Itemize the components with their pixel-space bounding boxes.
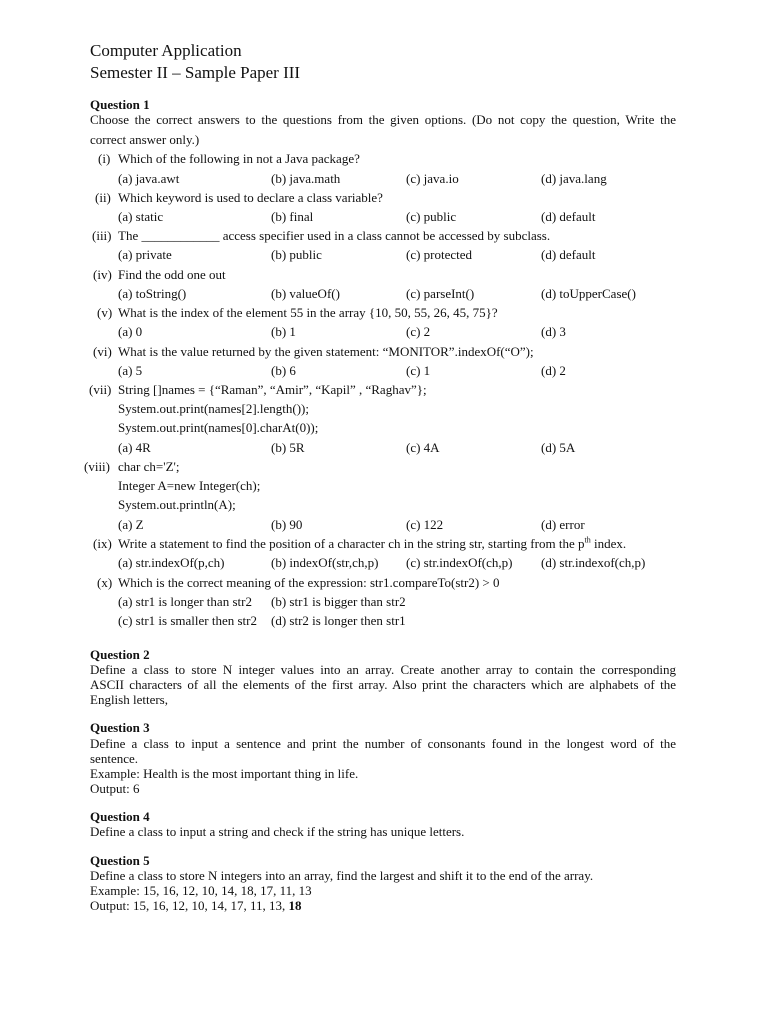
question-1-heading: Question 1 bbox=[90, 97, 150, 112]
item-question: The ____________ access specifier used in a class cannot be accessed by subclass. bbox=[118, 228, 551, 243]
item-number: (vii) bbox=[89, 382, 112, 397]
option-b: (b) str1 is bigger than str2 bbox=[271, 594, 406, 609]
option-d: (d) java.lang bbox=[541, 171, 607, 186]
option-c: (c) parseInt() bbox=[406, 286, 475, 301]
option-c: (c) java.io bbox=[406, 171, 459, 186]
question-1-instructions-line2: correct answer only.) bbox=[90, 132, 200, 147]
question-4-heading: Question 4 bbox=[90, 809, 150, 824]
option-c: (c) protected bbox=[406, 247, 473, 262]
question-3-text: sentence. bbox=[90, 751, 139, 766]
option-c: (c) 1 bbox=[406, 363, 431, 378]
item-question: Which of the following in not a Java package? bbox=[118, 151, 360, 166]
option-d: (d) toUpperCase() bbox=[541, 286, 636, 301]
option-c: (c) str1 is smaller then str2 bbox=[118, 613, 257, 628]
question-2-heading: Question 2 bbox=[90, 647, 150, 662]
question-2-text: English letters, bbox=[90, 692, 168, 707]
option-b: (b) public bbox=[271, 247, 322, 262]
option-d: (d) 5A bbox=[541, 440, 576, 455]
option-d: (d) default bbox=[541, 209, 596, 224]
option-a: (a) toString() bbox=[118, 286, 187, 301]
item-question: Which keyword is used to declare a class variable? bbox=[118, 190, 383, 205]
question-3-text: Define a class to input a sentence and print the number of consonants found in the longest word of the bbox=[90, 736, 676, 751]
option-b: (b) 6 bbox=[271, 363, 296, 378]
code-line: System.out.println(A); bbox=[118, 497, 236, 512]
option-d: (d) str2 is longer then str1 bbox=[271, 613, 406, 628]
item-number: (iii) bbox=[92, 228, 112, 243]
option-c: (c) 4A bbox=[406, 440, 440, 455]
item-number: (ix) bbox=[93, 536, 112, 551]
option-b: (b) 1 bbox=[271, 324, 296, 339]
option-a: (a) str1 is longer than str2 bbox=[118, 594, 252, 609]
item-number: (v) bbox=[97, 305, 113, 320]
option-a: (a) 0 bbox=[118, 324, 143, 339]
question-5-text: Define a class to store N integers into an array, find the largest and shift it to the end of the array. bbox=[90, 868, 594, 883]
item-question: char ch='Z'; bbox=[118, 459, 180, 474]
item-question: Which is the correct meaning of the expression: str1.compareTo(str2) > 0 bbox=[118, 575, 500, 590]
question-2-text: Define a class to store N integer values into an array. Create another array to contain the corresponding bbox=[90, 662, 676, 677]
option-d: (d) default bbox=[541, 247, 596, 262]
code-line: Integer A=new Integer(ch); bbox=[118, 478, 261, 493]
item-question: Find the odd one out bbox=[118, 267, 226, 282]
item-number: (vi) bbox=[93, 344, 112, 359]
item-number: (ii) bbox=[95, 190, 111, 205]
option-a: (a) 5 bbox=[118, 363, 143, 378]
option-c: (c) str.indexOf(ch,p) bbox=[406, 555, 513, 570]
option-b: (b) valueOf() bbox=[271, 286, 340, 301]
question-3-output: Output: 6 bbox=[90, 781, 140, 796]
option-a: (a) 4R bbox=[118, 440, 151, 455]
option-c: (c) 122 bbox=[406, 517, 444, 532]
option-d: (d) 3 bbox=[541, 324, 566, 339]
option-b: (b) 90 bbox=[271, 517, 303, 532]
question-3-heading: Question 3 bbox=[90, 720, 150, 735]
code-line: System.out.print(names[0].charAt(0)); bbox=[118, 420, 319, 435]
option-a: (a) private bbox=[118, 247, 172, 262]
question-1-instructions-line1: Choose the correct answers to the questions from the given options. (Do not copy the question, Write the bbox=[90, 112, 676, 127]
option-a: (a) java.awt bbox=[118, 171, 180, 186]
item-number: (viii) bbox=[84, 459, 110, 474]
option-d: (d) error bbox=[541, 517, 585, 532]
option-a: (a) static bbox=[118, 209, 164, 224]
question-3-example: Example: Health is the most important thing in life. bbox=[90, 766, 359, 781]
question-5-output: Output: 15, 16, 12, 10, 14, 17, 11, 13, 18 bbox=[90, 898, 302, 913]
item-number: (i) bbox=[98, 151, 111, 166]
option-b: (b) indexOf(str,ch,p) bbox=[271, 555, 379, 570]
option-d: (d) 2 bbox=[541, 363, 566, 378]
code-line: System.out.print(names[2].length()); bbox=[118, 401, 309, 416]
item-question: Write a statement to find the position of a character ch in the string str, starting from the $p^{th}$ index. bbox=[118, 535, 627, 551]
option-a: (a) Z bbox=[118, 517, 144, 532]
option-c: (c) public bbox=[406, 209, 457, 224]
page-title: Computer Application bbox=[90, 41, 242, 60]
option-b: (b) 5R bbox=[271, 440, 305, 455]
option-b: (b) java.math bbox=[271, 171, 341, 186]
option-d: (d) str.indexof(ch,p) bbox=[541, 555, 646, 570]
option-c: (c) 2 bbox=[406, 324, 431, 339]
page-subtitle: Semester II – Sample Paper III bbox=[90, 63, 301, 82]
question-4-text: Define a class to input a string and check if the string has unique letters. bbox=[90, 824, 465, 839]
item-question: What is the index of the element 55 in the array {10, 50, 55, 26, 45, 75}? bbox=[118, 305, 498, 320]
question-5-example: Example: 15, 16, 12, 10, 14, 18, 17, 11, 13 bbox=[90, 883, 312, 898]
item-question: What is the value returned by the given statement: “MONITOR”.indexOf(“O”); bbox=[118, 344, 534, 359]
item-number: (iv) bbox=[93, 267, 112, 282]
option-b: (b) final bbox=[271, 209, 314, 224]
option-a: (a) str.indexOf(p,ch) bbox=[118, 555, 225, 570]
item-question: String []names = {“Raman”, “Amir”, “Kapil” , “Raghav”}; bbox=[118, 382, 427, 397]
question-2-text: ASCII characters of all the elements of the first array. Also print the characters which are alphabets of the bbox=[90, 677, 676, 692]
question-5-heading: Question 5 bbox=[90, 853, 150, 868]
item-number: (x) bbox=[97, 575, 113, 590]
